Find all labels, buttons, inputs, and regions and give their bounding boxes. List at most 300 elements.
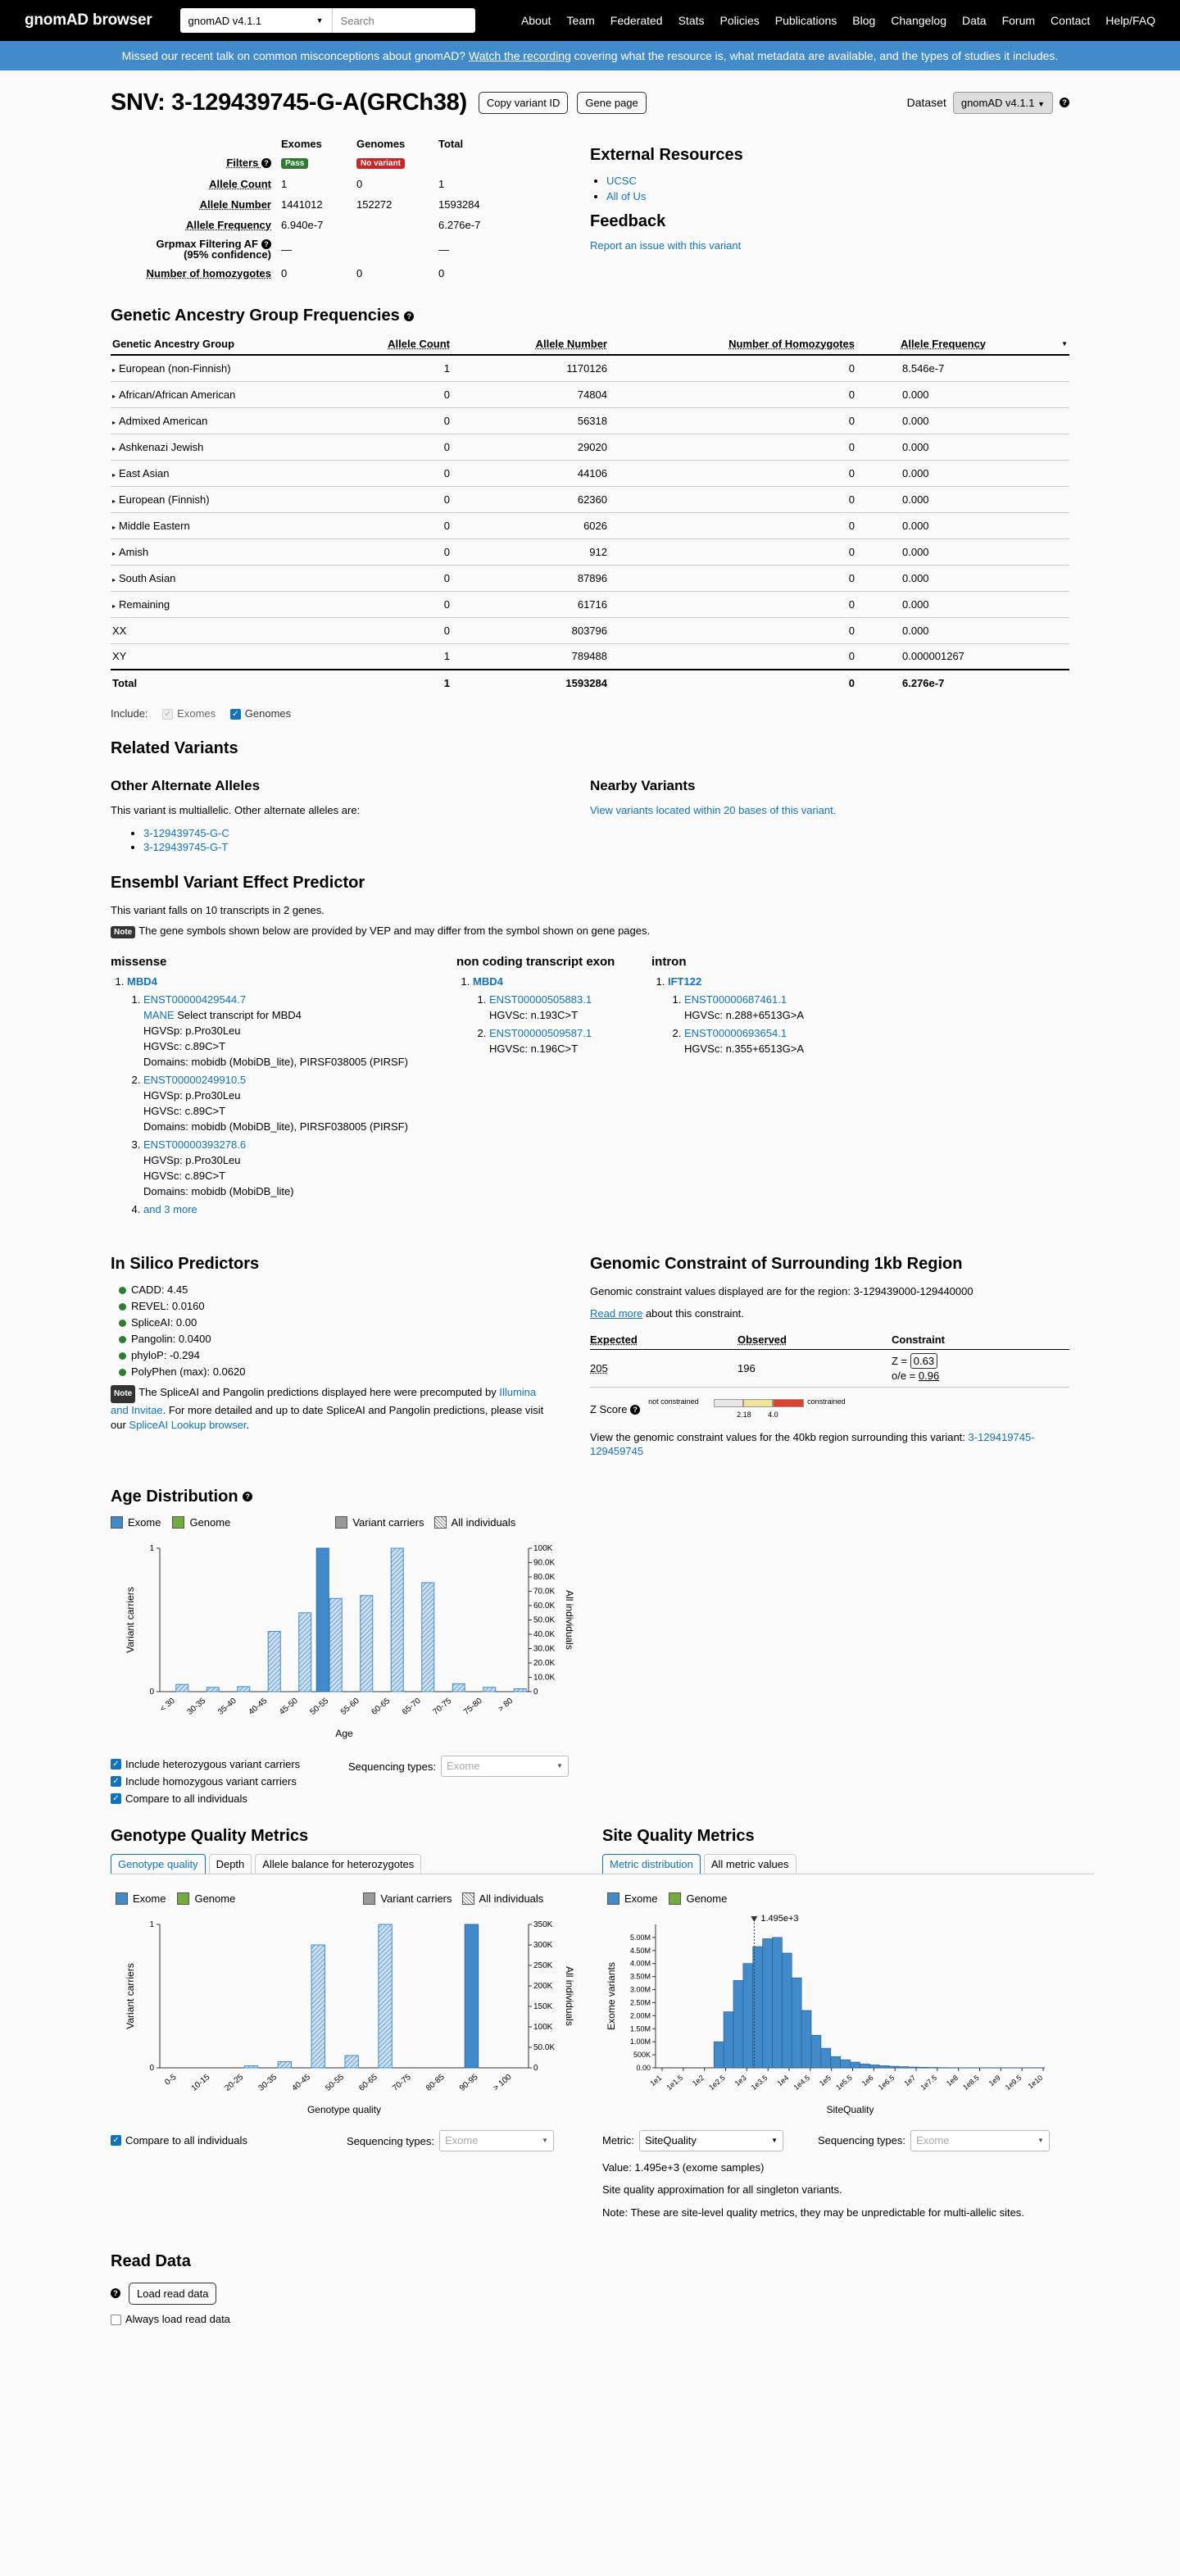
all-of-us-link[interactable]: All of Us <box>606 190 647 202</box>
y2-tick-label: 0 <box>533 1687 538 1697</box>
table-cell: 0 <box>609 355 856 381</box>
x-tick-label: 50-55 <box>324 2072 346 2093</box>
missense-genes <box>127 974 456 1217</box>
summary-row-label <box>111 235 281 263</box>
table-cell: 0 <box>275 617 452 643</box>
summary-row-label <box>111 215 281 235</box>
nav-link-contact[interactable]: Contact <box>1051 14 1091 27</box>
transcript-link[interactable]: ENST00000509587.1 <box>489 1027 592 1040</box>
nav-link-changelog[interactable]: Changelog <box>891 14 947 27</box>
x-tick-label: 30-35 <box>185 1696 208 1717</box>
gene-link[interactable]: IFT122 <box>668 975 702 988</box>
histogram-bar <box>753 1947 763 2068</box>
age-legend <box>111 1516 602 1529</box>
expand-caret-icon[interactable]: ▸ <box>112 470 116 479</box>
genome-swatch <box>172 1516 184 1529</box>
legend-genome: Genome <box>686 1892 728 1905</box>
expand-caret-icon[interactable]: ▸ <box>112 575 116 584</box>
total-cell: 6.276e-7 <box>856 670 1069 696</box>
group-name: XX <box>112 624 127 637</box>
y-tick-label: 4.00M <box>629 1959 651 1968</box>
missense-transcripts <box>143 992 456 1217</box>
missense-title: missense <box>111 955 167 970</box>
histogram-bar <box>811 2035 821 2068</box>
nav-link-about[interactable]: About <box>520 14 551 27</box>
y2-axis-label: All individuals <box>564 1589 575 1650</box>
predictor-item <box>119 1282 590 1298</box>
region-link[interactable]: 3-129419745-129459745 <box>590 1430 1035 1457</box>
chevron-down-icon: ▼ <box>542 2137 548 2145</box>
table-cell: 0.000 <box>856 434 1069 460</box>
marker-arrow-icon <box>751 1916 757 1922</box>
summary-rows <box>111 174 480 284</box>
search-input[interactable] <box>333 9 472 32</box>
histogram-bar <box>773 1937 783 2067</box>
nav-link-forum[interactable]: Forum <box>1001 14 1036 27</box>
het-checkbox[interactable]: ✓ <box>111 1759 121 1770</box>
transcript-item <box>489 1025 651 1056</box>
sq-approx-text: Site quality approximation for all singleton variants. <box>602 2183 842 2196</box>
group-cell[interactable] <box>111 434 275 460</box>
table-cell: 0 <box>609 643 856 670</box>
legend-genome: Genome <box>194 1892 236 1905</box>
table-row <box>111 591 1069 617</box>
nav-link-policies[interactable]: Policies <box>719 14 760 27</box>
histogram-bar <box>899 2066 909 2067</box>
insilico-list <box>119 1282 590 1380</box>
expand-caret-icon[interactable]: ▸ <box>112 444 116 452</box>
all-individuals-bar <box>452 1683 465 1692</box>
tab-metric-distribution[interactable]: Metric distribution <box>602 1854 701 1874</box>
nearby-title: Nearby Variants <box>590 778 696 794</box>
insilico-title: In Silico Predictors <box>111 1255 260 1274</box>
x-tick-label: 60-65 <box>370 1696 393 1717</box>
dataset-dropdown-value: gnomAD v4.1.1 <box>960 96 1035 109</box>
genomes-checkbox[interactable]: ✓ <box>230 709 241 720</box>
x-tick-label: 70-75 <box>391 2072 413 2093</box>
x-tick-label: 1e2 <box>691 2073 706 2088</box>
vep-consequences <box>111 955 1069 1217</box>
value-marker-label: 1.495e+3 <box>760 1913 799 1924</box>
transcript-link[interactable]: ENST00000505883.1 <box>489 993 592 1006</box>
transcript-link[interactable]: ENST00000393278.6 <box>143 1138 247 1152</box>
zscore-label: Z Score <box>590 1403 628 1416</box>
summary-row <box>111 263 480 284</box>
y-tick-label: 3.50M <box>629 1972 651 1981</box>
histogram-bar <box>919 2067 928 2068</box>
always-load-checkbox[interactable] <box>111 2315 121 2325</box>
scale-left-label: not constrained <box>648 1397 699 1406</box>
all-individuals-bar <box>268 1631 280 1692</box>
scale-right-label: constrained <box>807 1397 846 1406</box>
table-cell: 8.546e-7 <box>856 355 1069 381</box>
y-tick-label: 0 <box>149 2063 154 2073</box>
col-header-group[interactable]: Genetic Ancestry Group <box>111 334 275 355</box>
load-read-row <box>111 2283 1069 2305</box>
age-title <box>111 1488 602 1506</box>
legend-carriers: Variant carriers <box>352 1515 424 1529</box>
sq-title: Site Quality Metrics <box>602 1826 755 1845</box>
col-header-allele-number[interactable]: Allele Number <box>452 334 609 355</box>
predictor-item <box>119 1331 590 1347</box>
group-cell[interactable] <box>111 381 275 407</box>
help-icon[interactable]: ? <box>243 1492 252 1502</box>
all-swatch <box>462 1892 474 1905</box>
tab-all-metric-values[interactable]: All metric values <box>704 1854 796 1874</box>
all-individuals-bar <box>176 1684 188 1692</box>
copy-variant-id-button[interactable]: Copy variant ID <box>479 92 569 114</box>
constraint-title: Genomic Constraint of Surrounding 1kb Region <box>590 1255 963 1274</box>
vep-section <box>111 874 1069 1217</box>
x-tick-label: 1e9 <box>987 2073 1002 2088</box>
x-tick-label: 35-40 <box>216 1696 238 1717</box>
legend-exome: Exome <box>128 1515 161 1529</box>
report-issue-link[interactable]: Report an issue with this variant <box>590 239 742 252</box>
x-tick-label: 1e4.5 <box>792 2073 812 2092</box>
expand-caret-icon[interactable]: ▸ <box>112 366 116 374</box>
col-header-allele-frequency-label: Allele Frequency <box>901 338 987 350</box>
summary-value: 0 <box>356 178 363 190</box>
total-label: Total <box>111 670 275 696</box>
gene-page-button[interactable]: Gene page <box>577 92 646 114</box>
nav-link-data[interactable]: Data <box>962 14 987 27</box>
gq-options <box>111 2132 602 2151</box>
compare-all-checkbox[interactable]: ✓ <box>111 2135 121 2146</box>
noncoding-title: non coding transcript exon <box>456 955 615 970</box>
seq-type-value: Exome <box>444 2134 479 2147</box>
table-cell: 0.000 <box>856 486 1069 512</box>
x-tick-label: 40-45 <box>290 2072 313 2093</box>
hom-checkbox[interactable]: ✓ <box>111 1776 121 1787</box>
help-icon[interactable]: ? <box>111 2288 120 2298</box>
summary-label-sub: (95% confidence) <box>184 248 271 261</box>
filters-label-text: Filters <box>226 156 259 169</box>
carriers-swatch <box>335 1516 347 1529</box>
dataset-select[interactable] <box>180 8 333 33</box>
domains-text: Domains: mobidb (MobiDB_lite) <box>143 1185 294 1198</box>
insilico-note-text-2: . For more detailed and up to date SpliceAI and Pangolin predictions, please visit our <box>111 1404 544 1432</box>
summary-label-text: Allele Count <box>209 178 271 190</box>
brand-logo[interactable]: gnomAD browser <box>25 11 152 29</box>
dataset-label: Dataset <box>906 96 946 109</box>
scale-tick: 2.18 <box>737 1410 751 1419</box>
spliceai-lookup-link[interactable]: SpliceAI Lookup browser <box>129 1419 247 1432</box>
exome-swatch <box>116 1892 128 1905</box>
predictor-text: SpliceAI: 0.00 <box>131 1316 197 1329</box>
table-cell: 0.000 <box>856 381 1069 407</box>
oe-prefix: o/e = <box>892 1369 916 1382</box>
x-axis-label: Genotype quality <box>306 2103 382 2115</box>
expected-value <box>590 1349 738 1387</box>
y2-tick-label: 10.0K <box>533 1673 556 1683</box>
group-cell[interactable] <box>111 565 275 591</box>
show-more-link[interactable]: and 3 more <box>143 1203 197 1216</box>
transcript-link[interactable]: ENST00000429544.7 <box>143 993 247 1006</box>
table-cell: 0.000 <box>856 460 1069 486</box>
sq-legend <box>607 1892 1094 1905</box>
table-cell: 62360 <box>452 486 609 512</box>
illumina-link[interactable]: Illumina and Invitae <box>111 1386 537 1417</box>
seq-type-select[interactable] <box>441 1756 569 1777</box>
col-header-homozygotes[interactable]: Number of Homozygotes <box>609 334 856 355</box>
table-cell: 1 <box>275 643 452 670</box>
group-cell[interactable] <box>111 538 275 565</box>
gene-link[interactable]: MBD4 <box>473 975 503 988</box>
help-icon[interactable]: ? <box>261 158 271 168</box>
tab-allele-balance[interactable]: Allele balance for heterozygotes <box>255 1854 421 1874</box>
all-swatch <box>434 1516 447 1529</box>
related-section <box>111 739 1069 854</box>
nav-link-team[interactable]: Team <box>566 14 595 27</box>
genomes-header: Genomes <box>356 137 406 150</box>
expand-caret-icon[interactable]: ▸ <box>112 497 116 505</box>
table-cell: 87896 <box>452 565 609 591</box>
group-cell <box>111 617 275 643</box>
table-cell: 0 <box>609 591 856 617</box>
announcement-banner <box>0 41 1180 70</box>
y2-tick-label: 50.0K <box>533 2042 556 2052</box>
main-content <box>0 74 1180 2325</box>
compare-all-checkbox[interactable]: ✓ <box>111 1793 121 1804</box>
note-badge: Note <box>111 1385 135 1403</box>
group-cell[interactable] <box>111 486 275 512</box>
x-tick-label: 1e8.5 <box>961 2073 981 2092</box>
group-cell[interactable] <box>111 460 275 486</box>
y2-tick-label: 200K <box>533 1981 553 1991</box>
genomes-checkbox-label: Genomes <box>244 707 292 720</box>
y2-tick-label: 90.0K <box>533 1558 556 1568</box>
quality-section <box>111 1827 1069 2219</box>
all-individuals-bar <box>206 1687 219 1691</box>
ancestry-section <box>111 307 1069 720</box>
col-header-allele-frequency[interactable] <box>856 334 1069 355</box>
mane-link[interactable]: MANE <box>143 1009 175 1022</box>
title-bar <box>111 74 1069 131</box>
y-tick-label: 1.50M <box>629 2024 651 2033</box>
summary-value: 1441012 <box>281 198 323 211</box>
hgvsc-text: HGVSc: n.193C>T <box>489 1009 579 1022</box>
summary-panel <box>111 136 590 284</box>
scale-yellow <box>743 1399 773 1407</box>
table-cell: 0.000001267 <box>856 643 1069 670</box>
col-header-allele-count[interactable]: Allele Count <box>275 334 452 355</box>
x-tick-label: 20-25 <box>223 2072 246 2093</box>
x-tick-label: 1e7.5 <box>919 2073 939 2092</box>
total-cell: 0 <box>609 670 856 696</box>
help-icon[interactable]: ? <box>1060 98 1069 107</box>
expand-caret-icon[interactable]: ▸ <box>112 392 116 400</box>
insilico-panel <box>111 1255 590 1458</box>
y2-tick-label: 20.0K <box>533 1658 556 1668</box>
predictor-text: CADD: 4.45 <box>131 1283 188 1297</box>
seq-type-label: Sequencing types: <box>818 2134 905 2147</box>
genome-swatch <box>669 1892 681 1905</box>
gq-chart <box>111 1908 602 2129</box>
summary-value: 6.940e-7 <box>281 219 324 231</box>
all-individuals-bar <box>483 1687 496 1691</box>
sq-tabs <box>602 1854 1094 1874</box>
group-cell[interactable] <box>111 407 275 434</box>
table-cell: 0 <box>609 617 856 643</box>
carrier-bar <box>316 1548 329 1692</box>
tab-genotype-quality[interactable]: Genotype quality <box>111 1854 206 1874</box>
load-read-data-button[interactable]: Load read data <box>129 2283 216 2305</box>
histogram-bar <box>879 2065 889 2068</box>
carriers-swatch <box>363 1892 375 1905</box>
expand-caret-icon[interactable]: ▸ <box>112 418 116 426</box>
y-tick-label: 500K <box>633 2050 651 2059</box>
summary-row <box>111 174 480 194</box>
transcript-link[interactable]: ENST00000249910.5 <box>143 1074 247 1087</box>
table-cell: 1 <box>275 355 452 381</box>
tab-depth[interactable]: Depth <box>209 1854 252 1874</box>
seq-type-select[interactable] <box>910 2130 1050 2151</box>
opt-all <box>111 1790 348 1807</box>
nav-link-federated[interactable]: Federated <box>610 14 663 27</box>
note-badge: Note <box>111 926 135 938</box>
transcript-item <box>143 992 456 1070</box>
help-icon[interactable]: ? <box>261 239 271 249</box>
sort-down-icon: ▼ <box>1061 340 1068 348</box>
help-icon[interactable]: ? <box>404 311 414 321</box>
metric-select[interactable] <box>639 2130 783 2151</box>
read-more-text: about this constraint. <box>645 1307 744 1320</box>
scale-grey <box>714 1399 743 1407</box>
expand-caret-icon[interactable]: ▸ <box>112 602 116 610</box>
table-cell: 0.000 <box>856 538 1069 565</box>
dataset-selector <box>907 92 1069 114</box>
predictor-text: REVEL: 0.0160 <box>131 1300 205 1313</box>
y2-tick-label: 100K <box>533 2022 553 2032</box>
table-cell: 789488 <box>452 643 609 670</box>
histogram-bar <box>869 2065 879 2068</box>
group-cell[interactable] <box>111 512 275 538</box>
ucsc-link[interactable]: UCSC <box>606 175 637 187</box>
nearby-panel <box>590 766 1069 854</box>
legend-all: All individuals <box>479 1892 544 1905</box>
table-row <box>111 538 1069 565</box>
gq-panel <box>111 1827 602 2219</box>
group-cell[interactable] <box>111 591 275 617</box>
summary-value: 1 <box>438 178 445 190</box>
table-cell: 0 <box>275 591 452 617</box>
x-tick-label: 1e5.5 <box>834 2073 854 2092</box>
nav-link-publications[interactable]: Publications <box>774 14 837 27</box>
legend-carriers: Variant carriers <box>380 1892 452 1905</box>
hgvsp-text: HGVSp: p.Pro30Leu <box>143 1154 241 1167</box>
nearby-link[interactable]: View variants located within 20 bases of this variant. <box>590 804 837 817</box>
gq-checkboxes <box>111 2132 347 2149</box>
table-cell: 0 <box>275 512 452 538</box>
y2-tick-label: 50.0K <box>533 1615 556 1625</box>
missense-column <box>111 955 456 1217</box>
nav-link-stats[interactable]: Stats <box>678 14 705 27</box>
table-cell: 0.000 <box>856 407 1069 434</box>
group-name: Ashkenazi Jewish <box>119 440 204 453</box>
summary-value: 1 <box>281 178 288 190</box>
nav-link-blog[interactable]: Blog <box>852 14 876 27</box>
group-cell <box>111 643 275 670</box>
chevron-down-icon: ▼ <box>1037 2137 1044 2145</box>
expand-caret-icon[interactable]: ▸ <box>112 523 116 531</box>
noncoding-transcripts <box>489 992 651 1056</box>
genome-filter-badge: No variant <box>356 158 405 169</box>
mane-text: Select transcript for MBD4 <box>177 1009 302 1022</box>
seq-type-select[interactable] <box>439 2130 554 2151</box>
read-more-line <box>590 1307 1069 1320</box>
compare-all-label: Compare to all individuals <box>125 2133 247 2147</box>
table-cell: 0 <box>275 538 452 565</box>
banner-link[interactable]: Watch the recording <box>469 49 571 62</box>
table-row <box>111 381 1069 407</box>
exome-swatch <box>111 1516 123 1529</box>
x-tick-label: 65-70 <box>401 1696 423 1717</box>
insilico-note-end: . <box>246 1419 250 1432</box>
hgvsc-text: HGVSc: c.89C>T <box>143 1040 226 1053</box>
seq-type-label: Sequencing types: <box>348 1760 436 1773</box>
all-individuals-bar <box>422 1583 434 1692</box>
observed-header: Observed <box>738 1331 892 1349</box>
x-tick-label: 30-35 <box>256 2072 279 2093</box>
other-alleles-title: Other Alternate Alleles <box>111 778 261 794</box>
page-title: SNV: 3-129439745-G-A(GRCh38) <box>111 89 467 116</box>
exomes-checkbox[interactable]: ✓ <box>162 709 173 720</box>
group-cell[interactable] <box>111 355 275 381</box>
vep-title: Ensembl Variant Effect Predictor <box>111 874 365 893</box>
gq-tabs <box>111 1854 602 1874</box>
status-dot-icon <box>119 1320 126 1327</box>
expand-caret-icon[interactable]: ▸ <box>112 549 116 557</box>
group-name: African/African American <box>119 388 236 401</box>
help-icon[interactable]: ? <box>630 1405 640 1415</box>
table-cell: 803796 <box>452 617 609 643</box>
x-tick-label: > 80 <box>496 1696 515 1714</box>
external-resources-title: External Resources <box>590 146 743 164</box>
mane-line <box>143 1007 456 1023</box>
table-cell: 0.000 <box>856 617 1069 643</box>
transcript-link[interactable]: ENST00000693654.1 <box>684 1027 787 1040</box>
metric-label: Metric: <box>602 2134 634 2147</box>
banner-text: Missed our recent talk on common misconceptions about gnomAD? <box>121 49 466 62</box>
ancestry-title <box>111 307 1069 325</box>
table-cell: 0 <box>609 486 856 512</box>
dataset-dropdown[interactable] <box>953 92 1053 114</box>
x-tick-label: 90-95 <box>457 2072 480 2093</box>
allele-link[interactable]: 3-129439745-G-T <box>143 841 229 854</box>
constraint-table <box>590 1331 1069 1388</box>
domains-text: Domains: mobidb (MobiDB_lite), PIRSF038005 (PIRSF) <box>143 1056 408 1069</box>
table-cell: 6026 <box>452 512 609 538</box>
gene-link[interactable]: MBD4 <box>127 975 157 988</box>
summary-value: 152272 <box>356 198 393 211</box>
insilico-note <box>111 1385 553 1433</box>
table-row <box>111 643 1069 670</box>
allele-link[interactable]: 3-129439745-G-C <box>143 827 229 840</box>
zscore-scale <box>590 1397 1069 1422</box>
nav-link-helpfaq[interactable]: Help/FAQ <box>1105 14 1155 27</box>
het-label: Include heterozygous variant carriers <box>125 1757 301 1770</box>
group-name: European (Finnish) <box>119 493 210 506</box>
y2-tick-label: 100K <box>533 1543 553 1553</box>
scale-tick: 4.0 <box>768 1410 778 1419</box>
gq-opt-all <box>111 2132 347 2149</box>
summary-value: 0 <box>356 267 363 279</box>
read-more-link[interactable]: Read more <box>590 1307 643 1320</box>
summary-value: 6.276e-7 <box>438 219 481 231</box>
transcript-link[interactable]: ENST00000687461.1 <box>684 993 787 1006</box>
related-title: Related Variants <box>111 739 238 758</box>
y2-tick-label: 30.0K <box>533 1644 556 1654</box>
